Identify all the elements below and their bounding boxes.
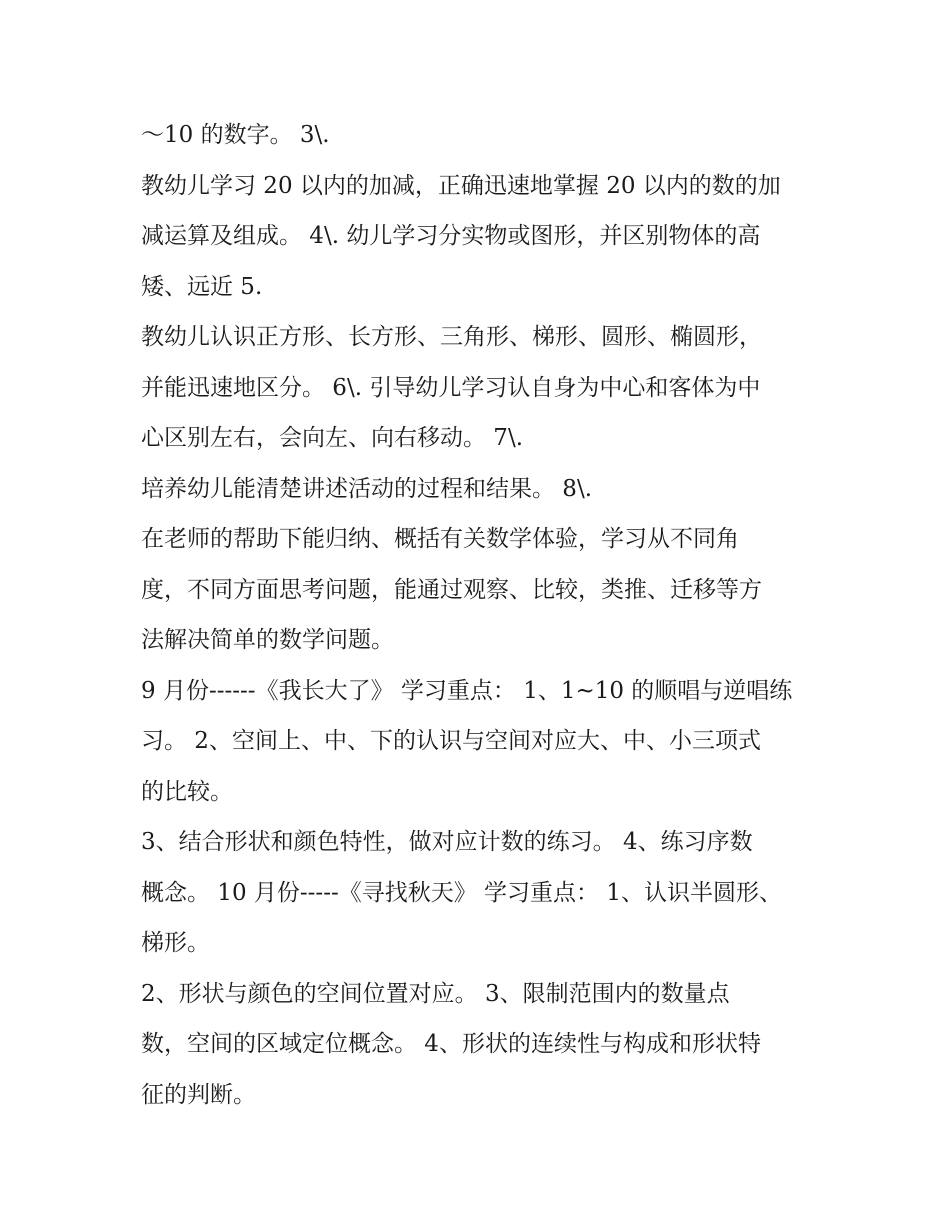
text-line: 教幼儿学习 20 以内的加减，正确迅速地掌握 20 以内的数的加 (141, 172, 781, 199)
document-body (141, 110, 821, 1120)
text-line: 在老师的帮助下能归纳、概括有关数学体验，学习从不同角 (141, 526, 739, 552)
text-line: 概念。 10 月份-----《寻找秋天》 学习重点： 1、认识半圆形、 (141, 879, 783, 906)
text-line: 9 月份------《我长大了》 学习重点： 1、1~10 的顺唱与逆唱练 (141, 677, 793, 704)
text-line: 3、结合形状和颜色特性，做对应计数的练习。 4、练习序数 (141, 829, 753, 855)
text-line: 征的判断。 (141, 1081, 256, 1108)
text-line: 心区别左右，会向左、向右移动。 7\. (141, 425, 524, 451)
text-line: 习。 2、空间上、中、下的认识与空间对应大、中、小三项式 (141, 728, 761, 754)
text-line: 矮、远近 5. (141, 273, 263, 300)
text-line: 并能迅速地区分。 6\. 引导幼儿学习认自身为中心和客体为中 (141, 374, 761, 401)
text-line: 数，空间的区域定位概念。 4、形状的连续性与构成和形状特 (141, 1031, 761, 1057)
text-line: 2、形状与颜色的空间位置对应。 3、限制范围内的数量点 (141, 980, 730, 1007)
text-line: 教幼儿认识正方形、长方形、三角形、梯形、圆形、椭圆形， (141, 324, 762, 350)
text-line: 度，不同方面思考问题，能通过观察、比较，类推、迁移等方 (141, 576, 762, 603)
text-line: 梯形。 (141, 930, 210, 956)
text-line: 法解决简单的数学问题。 (141, 627, 394, 653)
text-line: 的比较。 (141, 778, 233, 805)
text-line: 培养幼儿能清楚讲述活动的过程和结果。 8\. (141, 475, 593, 502)
text-line: 减运算及组成。 4\. 幼儿学习分实物或图形，并区别物体的高 (141, 223, 761, 249)
text-line: ～10 的数字。 3\. (141, 122, 330, 148)
